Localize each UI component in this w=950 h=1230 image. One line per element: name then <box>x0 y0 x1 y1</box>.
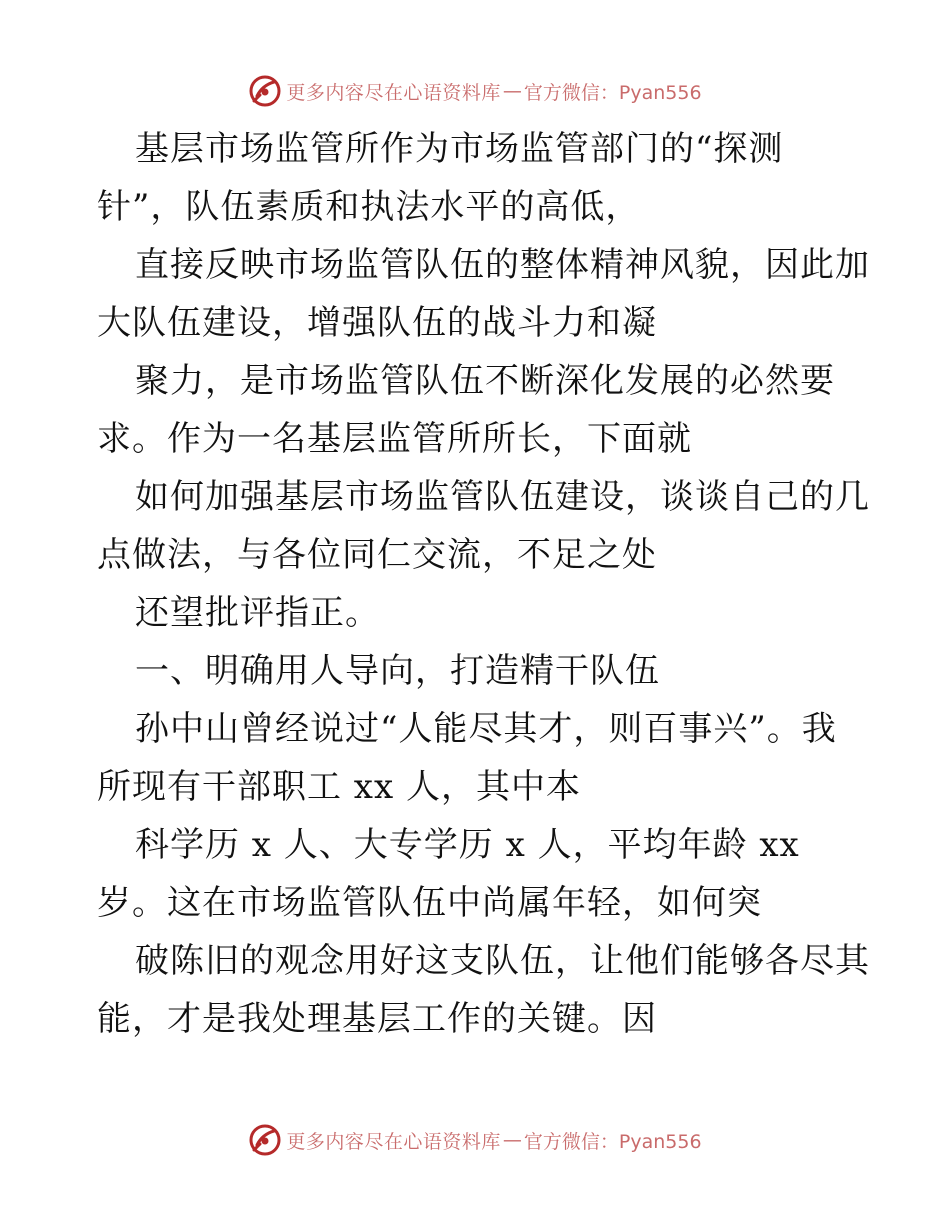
body-line: 所现有干部职工 xx 人，其中本 <box>97 767 581 807</box>
red-brush-seal-icon <box>248 74 282 108</box>
header-watermark <box>0 71 950 111</box>
body-line: 求。作为一名基层监管所所长，下面就 <box>97 419 692 459</box>
body-line: 聚力，是市场监管队伍不断深化发展的必然要 <box>135 361 835 401</box>
watermark-separator: — <box>502 80 522 102</box>
watermark-text: 更多内容尽在心语资料库 <box>286 81 501 104</box>
body-line: 孙中山曾经说过“人能尽其才，则百事兴”。我 <box>135 709 837 749</box>
section-heading: 一、明确用人导向，打造精干队伍 <box>135 651 660 691</box>
body-line: 科学历 x 人、大专学历 x 人，平均年龄 xx <box>135 825 800 865</box>
body-line: 大队伍建设，增强队伍的战斗力和凝 <box>97 303 657 343</box>
body-line: 点做法，与各位同仁交流，不足之处 <box>97 535 657 575</box>
watermark-contact: 官方微信：Pyan556 <box>523 1130 702 1153</box>
body-line: 岁。这在市场监管队伍中尚属年轻，如何突 <box>97 883 762 923</box>
watermark-contact: 官方微信：Pyan556 <box>523 81 702 104</box>
body-line: 能，才是我处理基层工作的关键。因 <box>97 999 657 1039</box>
footer-watermark <box>0 1120 950 1160</box>
body-line: 针”，队伍素质和执法水平的高低， <box>97 187 641 227</box>
body-line: 破陈旧的观念用好这支队伍，让他们能够各尽其 <box>135 941 870 981</box>
watermark-text: 更多内容尽在心语资料库 <box>286 1130 501 1153</box>
red-brush-seal-icon <box>248 1123 282 1157</box>
document-body <box>97 120 870 1048</box>
body-line: 直接反映市场监管队伍的整体精神风貌，因此加 <box>135 245 870 285</box>
body-line: 如何加强基层市场监管队伍建设，谈谈自己的几 <box>135 477 870 517</box>
body-line: 还望批评指正。 <box>135 593 380 633</box>
body-line: 基层市场监管所作为市场监管部门的“探测 <box>135 129 784 169</box>
watermark-separator: — <box>502 1129 522 1151</box>
